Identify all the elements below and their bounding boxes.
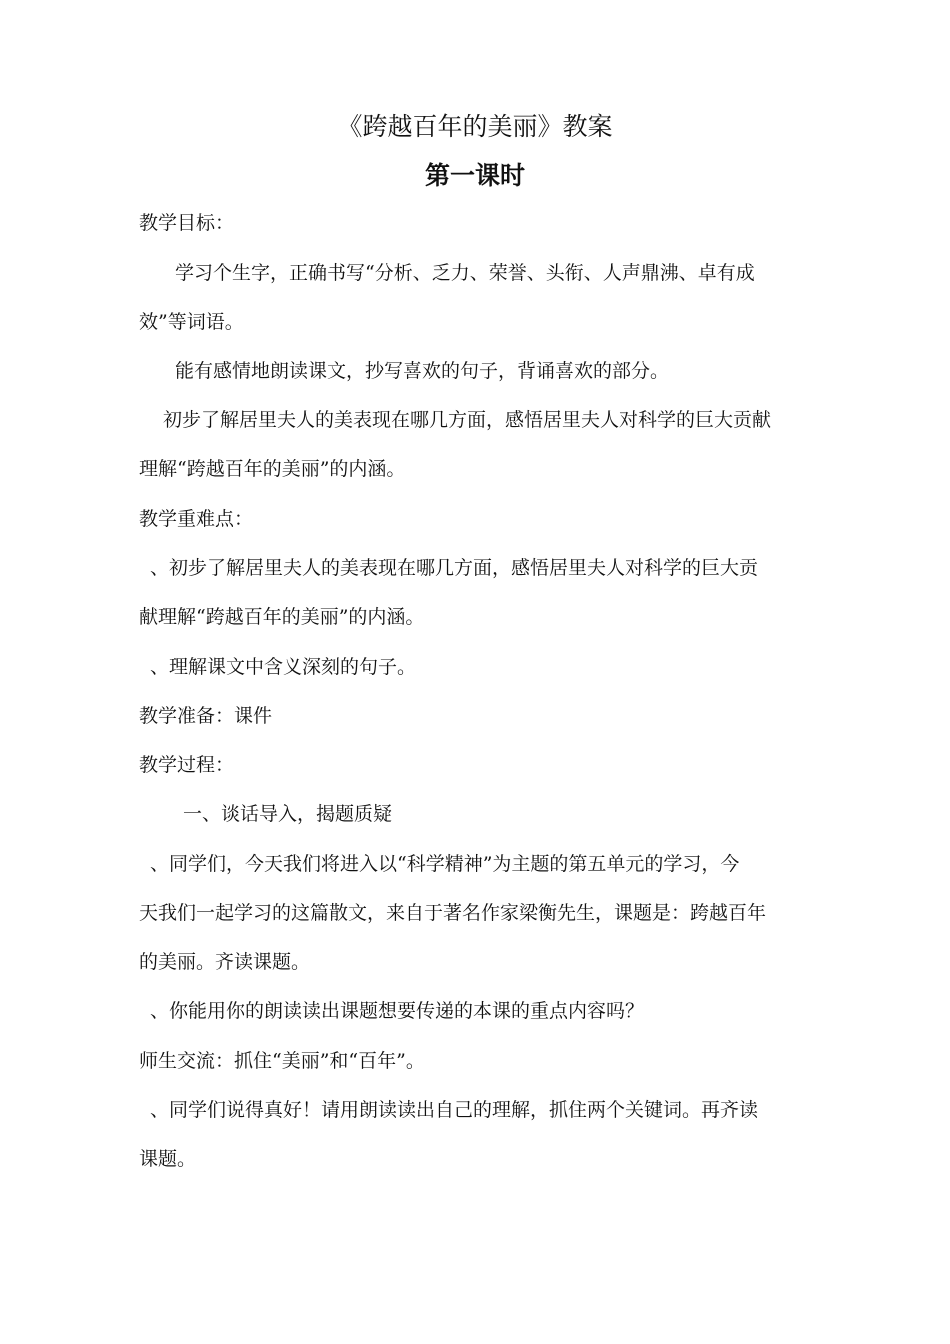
- paragraph-line: 能有感情地朗读课文，抄写喜欢的句子，背诵喜欢的部分。: [175, 360, 670, 382]
- paragraph-line: 课题。: [139, 1148, 197, 1170]
- section-heading-objectives: 教学目标：: [139, 212, 235, 234]
- paragraph-line: 初步了解居里夫人的美表现在哪几方面，感悟居里夫人对科学的巨大贡献: [163, 409, 772, 431]
- lesson-subtitle: 第一课时: [424, 161, 525, 190]
- paragraph-line: 献理解“跨越百年的美丽”的内涵。: [139, 606, 425, 628]
- subsection-heading: 一、谈话导入，揭题质疑: [183, 803, 393, 825]
- paragraph-line: 天我们一起学习的这篇散文，来自于著名作家梁衡先生，课题是：跨越百年: [139, 902, 767, 924]
- paragraph-line: 、你能用你的朗读读出课题想要传递的本课的重点内容吗？: [150, 1000, 645, 1022]
- section-heading-key-points: 教学重难点：: [139, 508, 254, 530]
- paragraph-line: 、理解课文中含义深刻的句子。: [150, 656, 417, 678]
- document-title: 《跨越百年的美丽》教案: [337, 112, 613, 141]
- paragraph-line: 、同学们，今天我们将进入以“科学精神”为主题的第五单元的学习，今: [150, 853, 740, 875]
- section-heading-preparation: 教学准备：课件: [139, 705, 273, 727]
- paragraph-line: 效”等词语。: [139, 311, 244, 333]
- paragraph-line: 学习个生字，正确书写“分析、乏力、荣誉、头衔、人声鼎沸、卓有成: [175, 262, 755, 284]
- paragraph-line: 理解“跨越百年的美丽”的内涵。: [139, 458, 406, 480]
- paragraph-line: 、初步了解居里夫人的美表现在哪几方面，感悟居里夫人对科学的巨大贡: [150, 557, 759, 579]
- paragraph-line: 、同学们说得真好！请用朗读读出自己的理解，抓住两个关键词。再齐读: [150, 1099, 759, 1121]
- paragraph-line: 的美丽。齐读课题。: [139, 951, 311, 973]
- paragraph-line: 师生交流：抓住“美丽”和“百年”。: [139, 1050, 425, 1072]
- section-heading-process: 教学过程：: [139, 754, 235, 776]
